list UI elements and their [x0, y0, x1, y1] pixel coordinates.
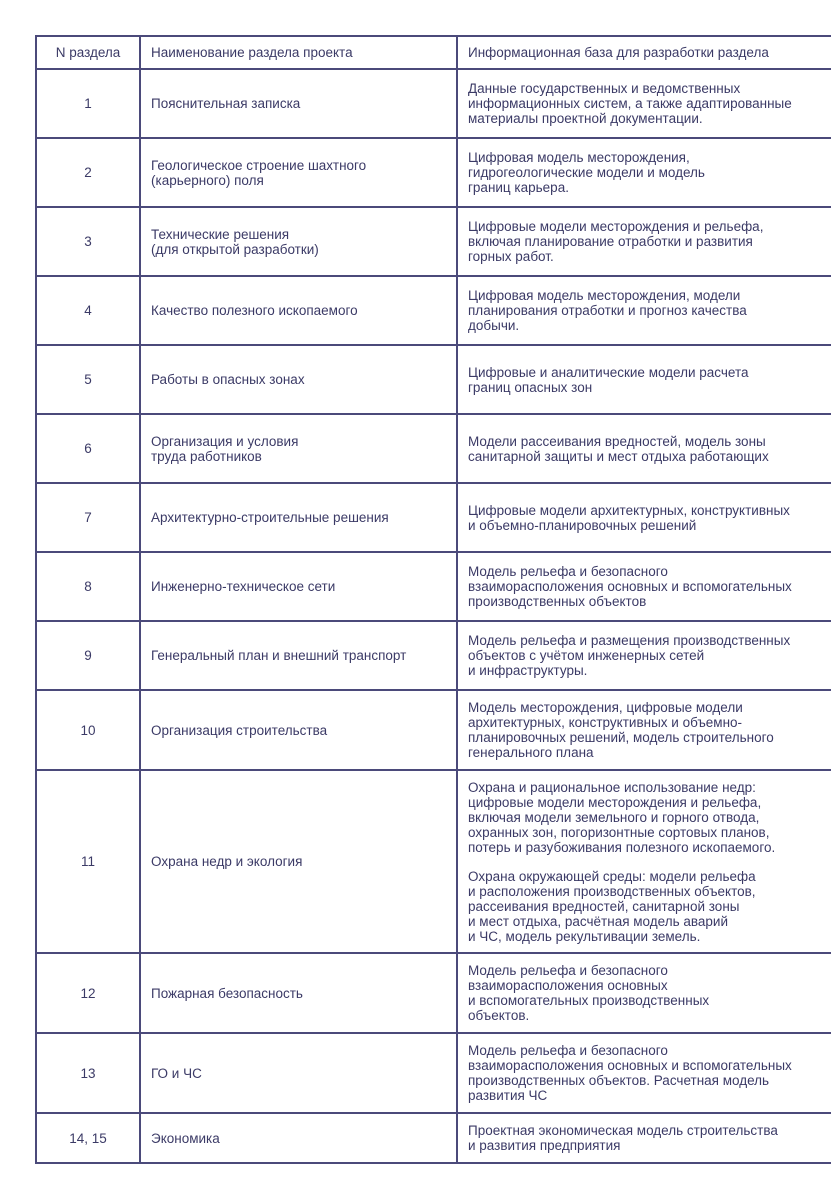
table-row	[36, 1113, 831, 1163]
information-base-paragraph: Цифровые модели архитектурных, конструктивных и объемно-планировочных решений	[468, 502, 790, 533]
section-name: Организация строительства	[140, 690, 457, 770]
section-name: Архитектурно-строительные решения	[140, 483, 457, 552]
section-number: 10	[36, 690, 140, 770]
table-row	[36, 953, 831, 1033]
information-base	[457, 207, 831, 276]
section-number: 2	[36, 138, 140, 207]
information-base-paragraph: Данные государственных и ведомственных информационных систем, а также адаптированные материалы проектной документации.	[468, 81, 792, 126]
section-name: Генеральный план и внешний транспорт	[140, 621, 457, 690]
information-base	[457, 690, 831, 770]
section-number: 7	[36, 483, 140, 552]
sections-table	[35, 35, 831, 1164]
table-row	[36, 552, 831, 621]
section-name: Экономика	[140, 1113, 457, 1163]
section-name: Охрана недр и экология	[140, 770, 457, 953]
section-name: Качество полезного ископаемого	[140, 276, 457, 345]
information-base-paragraph: Модель рельефа и безопасного взаиморасположения основных и вспомогательных производственных объектов. Расчетная модель развития ЧС	[468, 1043, 792, 1103]
section-name: Инженерно-техническое сети	[140, 552, 457, 621]
information-base-paragraph: Модели рассеивания вредностей, модель зоны санитарной защиты и мест отдыха работающих	[468, 433, 769, 464]
information-base-paragraph: Охрана и рациональное использование недр: цифровые модели месторождения и рельефа, включая модели земельного и горного отвода, охранных зон, погоризонтные сортовых планов, потерь и разубоживания полезного ископаемого.	[468, 779, 776, 855]
table-row	[36, 770, 831, 953]
information-base	[457, 276, 831, 345]
header-section-number: N раздела	[36, 36, 140, 69]
table-header-row	[36, 36, 831, 69]
information-base	[457, 345, 831, 414]
information-base-paragraph: Проектная экономическая модель строительства и развития предприятия	[468, 1123, 778, 1153]
section-number: 9	[36, 621, 140, 690]
information-base-paragraph: Цифровые модели месторождения и рельефа, включая планирование отработки и развития горных работ.	[468, 219, 764, 264]
table-row	[36, 345, 831, 414]
section-number: 6	[36, 414, 140, 483]
section-number: 3	[36, 207, 140, 276]
section-number: 12	[36, 953, 140, 1033]
information-base-paragraph: Модель рельефа и безопасного взаиморасположения основных и вспомогательных производственных объектов	[468, 564, 792, 609]
information-base	[457, 414, 831, 483]
section-name: Пояснительная записка	[140, 69, 457, 138]
information-base	[457, 953, 831, 1033]
table-row	[36, 414, 831, 483]
header-information-base: Информационная база для разработки раздела	[457, 36, 831, 69]
table-row	[36, 276, 831, 345]
header-section-name: Наименование раздела проекта	[140, 36, 457, 69]
section-number: 8	[36, 552, 140, 621]
section-number: 5	[36, 345, 140, 414]
section-name: Работы в опасных зонах	[140, 345, 457, 414]
information-base-paragraph: Модель рельефа и размещения производственных объектов с учётом инженерных сетей и инфраструктуры.	[468, 633, 791, 678]
section-number: 13	[36, 1033, 140, 1113]
information-base-paragraph: Модель рельефа и безопасного взаиморасположения основных и вспомогательных производственных объектов.	[468, 963, 710, 1023]
information-base-paragraph: Цифровая модель месторождения, гидрогеологические модели и модель границ карьера.	[468, 150, 705, 195]
information-base	[457, 1113, 831, 1163]
information-base-paragraph: Охрана окружающей среды: модели рельефа и расположения производственных объектов, рассеивания вредностей, санитарной зоны и мест отдыха, расчётная модель аварий и ЧС, модель рекультивации земель.	[468, 868, 756, 944]
information-base-paragraph: Цифровые и аналитические модели расчета границ опасных зон	[468, 364, 749, 395]
table-row	[36, 207, 831, 276]
table-row	[36, 621, 831, 690]
section-name: Организация и условия труда работников	[140, 414, 457, 483]
information-base	[457, 621, 831, 690]
information-base	[457, 138, 831, 207]
information-base-paragraph: Цифровая модель месторождения, модели планирования отработки и прогноз качества добычи.	[468, 288, 747, 333]
table-row	[36, 483, 831, 552]
table-row	[36, 1033, 831, 1113]
section-number: 1	[36, 69, 140, 138]
section-name: ГО и ЧС	[140, 1033, 457, 1113]
section-name: Технические решения (для открытой разработки)	[140, 207, 457, 276]
section-name: Геологическое строение шахтного (карьерного) поля	[140, 138, 457, 207]
information-base	[457, 770, 831, 953]
table-row	[36, 138, 831, 207]
information-base	[457, 69, 831, 138]
table-body	[36, 69, 831, 1163]
information-base-paragraph: Модель месторождения, цифровые модели архитектурных, конструктивных и объемно- планировочных решений, модель строительного генерального плана	[468, 700, 774, 760]
section-name: Пожарная безопасность	[140, 953, 457, 1033]
information-base	[457, 483, 831, 552]
table-row	[36, 69, 831, 138]
information-base	[457, 552, 831, 621]
section-number: 4	[36, 276, 140, 345]
section-number: 14, 15	[36, 1113, 140, 1163]
table-row	[36, 690, 831, 770]
information-base	[457, 1033, 831, 1113]
section-number: 11	[36, 770, 140, 953]
